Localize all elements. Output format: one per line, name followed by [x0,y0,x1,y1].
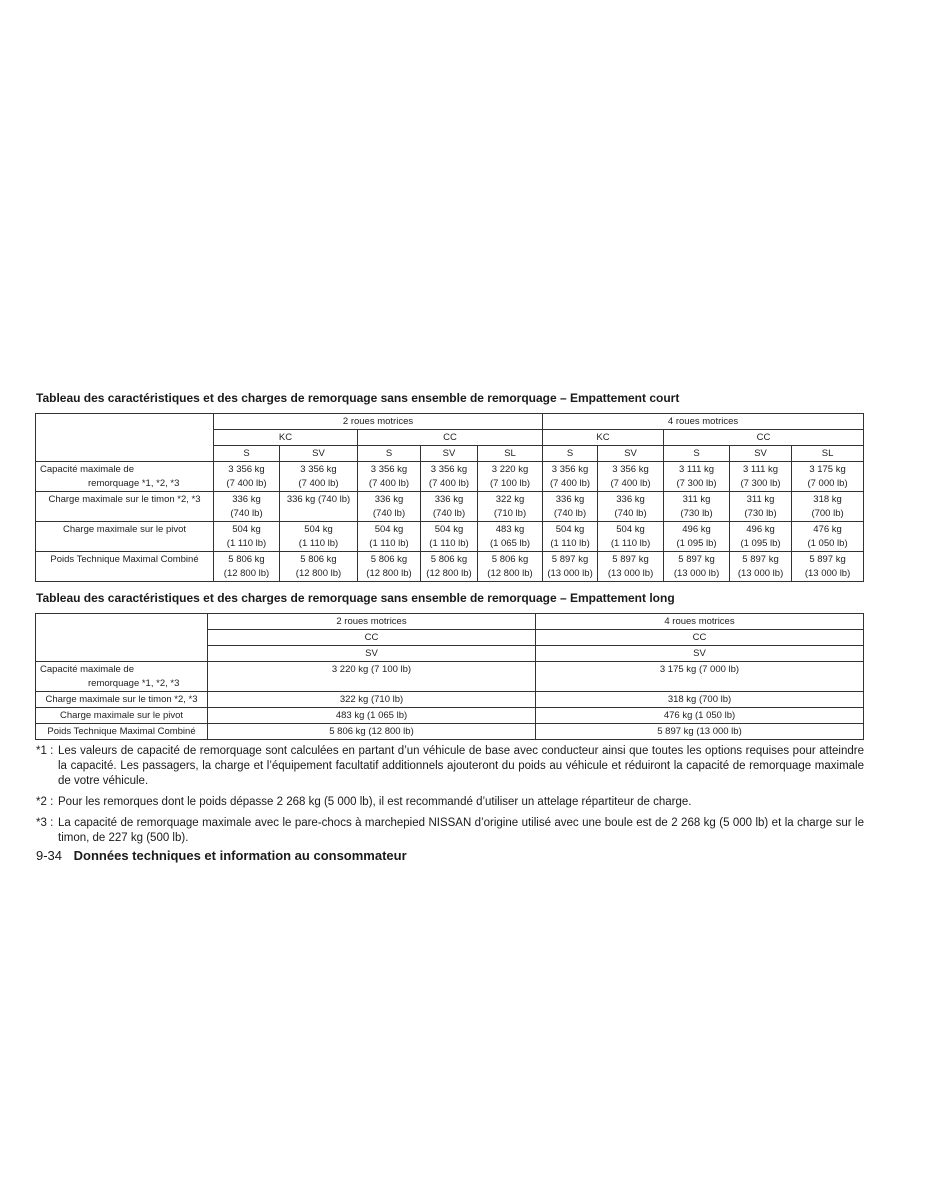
cell-metric-value: 336 kg [232,494,261,505]
table-cell [792,522,864,552]
row-label-line: Poids Technique Maximal Combiné [50,554,199,565]
row-label [36,492,214,522]
table-cell [280,552,358,582]
table-cell [421,522,478,552]
row-label [36,692,208,708]
table-cell [358,552,421,582]
cell-imperial-value: (1 050 lb) [807,538,848,549]
cell-metric-value: 311 kg [682,494,711,505]
cell-imperial-value: (12 800 lb) [487,568,533,579]
table-row [36,662,864,692]
table-cell [280,522,358,552]
table2-drive-header: 4 roues motrices [536,614,864,630]
cell-metric-value: 476 kg [813,524,842,535]
cell-imperial-value: (13 000 lb) [673,568,720,579]
table1-trim-header: S [543,446,598,462]
row-label [36,708,208,724]
table-cell: 3 220 kg (7 100 lb) [208,662,536,692]
cell-imperial-value: (7 400 lb) [610,478,651,489]
table1-cab-header: KC [214,430,358,446]
cell-metric-value: 318 kg [813,494,842,505]
table-cell [598,522,664,552]
table1-cab-header: CC [358,430,543,446]
cell-imperial-value: (710 lb) [493,508,527,519]
cell-imperial-value: (740 lb) [372,508,406,519]
cell-imperial-value: (1 110 lb) [298,538,339,549]
cell-imperial-value: (7 000 lb) [807,478,848,489]
table-cell [730,492,792,522]
row-label-line: Poids Technique Maximal Combiné [47,726,196,737]
table1-drive-header: 2 roues motrices [214,414,543,430]
cell-imperial-value: (13 000 lb) [547,568,593,579]
table-cell [214,462,280,492]
cell-metric-value: 336 kg [434,494,464,505]
cell-metric-value: 3 356 kg [612,464,649,475]
cell-imperial-value: (1 110 lb) [369,538,409,549]
table-cell [730,552,792,582]
cell-imperial-value: (1 095 lb) [740,538,781,549]
footnote-mark: *1 : [36,745,54,757]
footnote [36,795,864,810]
table-cell: 476 kg (1 050 lb) [536,708,864,724]
table-row [36,708,864,724]
cell-metric-value: 5 897 kg [809,554,846,565]
long-wheelbase-table [35,613,864,740]
table-cell [478,462,543,492]
cell-metric-value: 504 kg [555,524,585,535]
cell-metric-value: 504 kg [304,524,333,535]
cell-imperial-value: (730 lb) [680,508,713,519]
table-cell [358,462,421,492]
row-label-line: remorquage *1, *2, *3 [88,678,180,689]
table1-trim-header: SL [478,446,543,462]
footnote-text: La capacité de remorquage maximale avec le pare-chocs à marchepied NISSAN d’origine utilisé avec une boule est de 2 268 kg (5 000 lb) et la charge sur le timon, de 227 kg (500 lb). [58,817,864,844]
cell-imperial-value: (7 300 lb) [740,478,781,489]
cell-imperial-value: (740 lb) [614,508,647,519]
cell-metric-value: 3 111 kg [743,464,779,475]
cell-metric-value: 311 kg [746,494,775,505]
cell-imperial-value: (13 000 lb) [607,568,654,579]
cell-metric-value: 336 kg [374,494,404,505]
row-label-line: Charge maximale sur le pivot [59,710,184,721]
cell-imperial-value: (7 400 lb) [226,478,267,489]
table-cell [478,552,543,582]
row-label-line: Capacité maximale de [40,464,134,475]
table-cell [421,462,478,492]
cell-imperial-value: (740 lb) [432,508,466,519]
cell-imperial-value: (7 400 lb) [549,478,591,489]
table-cell: 318 kg (700 lb) [536,692,864,708]
table-cell [792,492,864,522]
table-cell [664,462,730,492]
cell-metric-value: 5 897 kg [551,554,589,565]
cell-metric-value: 5 897 kg [742,554,779,565]
cell-metric-value: 496 kg [746,524,775,535]
table-row [36,522,864,552]
page-number: 9-34 [36,848,63,863]
cell-metric-value: 336 kg [616,494,645,505]
cell-metric-value: 496 kg [682,524,711,535]
table-cell [598,492,664,522]
cell-imperial-value: (13 000 lb) [804,568,851,579]
cell-imperial-value: (7 100 lb) [489,478,531,489]
table1-drive-header: 4 roues motrices [543,414,864,430]
table-cell [598,462,664,492]
cell-metric-value: 5 806 kg [370,554,408,565]
cell-imperial-value: (7 400 lb) [298,478,339,489]
table-row [36,552,864,582]
row-label-line: Charge maximale sur le pivot [62,524,187,535]
table2-drive-header: 2 roues motrices [208,614,536,630]
table-cell [664,492,730,522]
cell-imperial-value: (1 110 lb) [226,538,267,549]
cell-imperial-value: (7 400 lb) [368,478,410,489]
table-cell [730,462,792,492]
table-cell [280,492,358,522]
row-label-line: Capacité maximale de [40,664,134,675]
table1-trim-header: SV [421,446,478,462]
cell-imperial-value: (12 800 lb) [223,568,270,579]
table-cell: 483 kg (1 065 lb) [208,708,536,724]
row-label [36,662,208,692]
cell-imperial-value: (13 000 lb) [737,568,784,579]
footnote-text: Les valeurs de capacité de remorquage sont calculées en partant d’un véhicule de base avec conducteur ainsi que toutes les options requises pour atteindre la capacité. Les passagers, la charge et l’équipement facultatif additionnels ajouteront du poids au véhicule et réduiront la capacité de remorquage maximale de votre véhicule. [58,745,864,787]
cell-metric-value: 3 111 kg [679,464,715,475]
table-cell [358,492,421,522]
table-cell [543,522,598,552]
cell-metric-value: 5 897 kg [678,554,715,565]
table-cell [543,552,598,582]
table1-trim-header: SV [730,446,792,462]
table1-trim-header: S [358,446,421,462]
footnote-mark: *3 : [36,817,54,829]
table-cell: 5 897 kg (13 000 lb) [536,724,864,740]
footnote-text: Pour les remorques dont le poids dépasse 2 268 kg (5 000 lb), il est recommandé d’utiliser un attelage répartiteur de charge. [58,796,692,808]
table1-cab-header: KC [543,430,664,446]
cell-metric-value: 3 356 kg [370,464,408,475]
table1-trim-header: SV [598,446,664,462]
footnote [36,744,864,789]
footnote-mark: *2 : [36,796,54,808]
cell-metric-value: 504 kg [374,524,404,535]
table-cell [543,492,598,522]
cell-metric-value: 5 806 kg [430,554,468,565]
table1-trim-header: SV [280,446,358,462]
table2-trim-header: SV [208,646,536,662]
cell-imperial-value: (730 lb) [744,508,777,519]
table-cell: 3 175 kg (7 000 lb) [536,662,864,692]
footnotes [36,744,864,852]
footnote [36,816,864,846]
page-footer [36,848,407,864]
cell-metric-value: 504 kg [232,524,261,535]
cell-metric-value: 3 356 kg [551,464,589,475]
table-cell [478,492,543,522]
cell-metric-value: 483 kg [495,524,525,535]
cell-imperial-value: (1 110 lb) [610,538,651,549]
row-label [36,724,208,740]
table-cell [214,552,280,582]
cell-imperial-value: (12 800 lb) [295,568,342,579]
table-row [36,492,864,522]
cell-metric-value: 504 kg [616,524,645,535]
table1-trim-header: S [664,446,730,462]
cell-imperial-value: (7 400 lb) [428,478,470,489]
cell-metric-value: 5 806 kg [228,554,265,565]
table-cell: 5 806 kg (12 800 lb) [208,724,536,740]
table-row [36,692,864,708]
table-cell [214,522,280,552]
cell-imperial-value: (700 lb) [811,508,844,519]
table-cell [214,492,280,522]
cell-metric-value: 3 356 kg [228,464,265,475]
table-cell [730,522,792,552]
cell-imperial-value: (12 800 lb) [426,568,472,579]
table2-title: Tableau des caractéristiques et des charges de remorquage sans ensemble de remorquage – Empattement long [36,591,675,605]
cell-metric-value: 336 kg (740 lb) [286,494,351,505]
table-cell [478,522,543,552]
cell-imperial-value: (1 065 lb) [489,538,531,549]
cell-imperial-value: (1 110 lb) [550,538,590,549]
table1-corner-cell [36,414,214,462]
cell-imperial-value: (740 lb) [230,508,263,519]
table-row [36,724,864,740]
cell-metric-value: 5 806 kg [300,554,337,565]
table1-trim-header: S [214,446,280,462]
cell-metric-value: 504 kg [434,524,464,535]
table2-cab-header: CC [536,630,864,646]
table-cell [598,552,664,582]
cell-imperial-value: (1 095 lb) [676,538,717,549]
row-label [36,552,214,582]
table1-cab-header: CC [664,430,864,446]
cell-metric-value: 5 897 kg [612,554,649,565]
section-title: Données techniques et information au consommateur [73,848,407,863]
row-label [36,522,214,552]
cell-metric-value: 3 220 kg [491,464,529,475]
cell-imperial-value: (1 110 lb) [429,538,469,549]
table-cell [664,522,730,552]
table2-corner-cell [36,614,208,662]
cell-metric-value: 322 kg [495,494,525,505]
table-cell: 322 kg (710 lb) [208,692,536,708]
table-cell [543,462,598,492]
cell-metric-value: 3 356 kg [430,464,468,475]
table2-trim-header: SV [536,646,864,662]
short-wheelbase-table [35,413,864,582]
cell-metric-value: 3 175 kg [809,464,846,475]
row-label-line: remorquage *1, *2, *3 [88,478,180,489]
table-cell [792,462,864,492]
table1-trim-header: SL [792,446,864,462]
cell-imperial-value: (12 800 lb) [366,568,412,579]
row-label-line: Charge maximale sur le timon *2, *3 [45,694,198,705]
table-cell [358,522,421,552]
cell-metric-value: 3 356 kg [300,464,337,475]
table-cell [792,552,864,582]
cell-metric-value: 336 kg [555,494,585,505]
row-label-line: Charge maximale sur le timon *2, *3 [48,494,201,505]
cell-imperial-value: (7 300 lb) [676,478,717,489]
cell-metric-value: 5 806 kg [491,554,529,565]
table-cell [421,552,478,582]
table1-title: Tableau des caractéristiques et des charges de remorquage sans ensemble de remorquage – Empattement court [36,391,680,405]
table-cell [664,552,730,582]
row-label [36,462,214,492]
table-cell [421,492,478,522]
table-cell [280,462,358,492]
table2-cab-header: CC [208,630,536,646]
cell-imperial-value: (740 lb) [553,508,587,519]
table-row [36,462,864,492]
